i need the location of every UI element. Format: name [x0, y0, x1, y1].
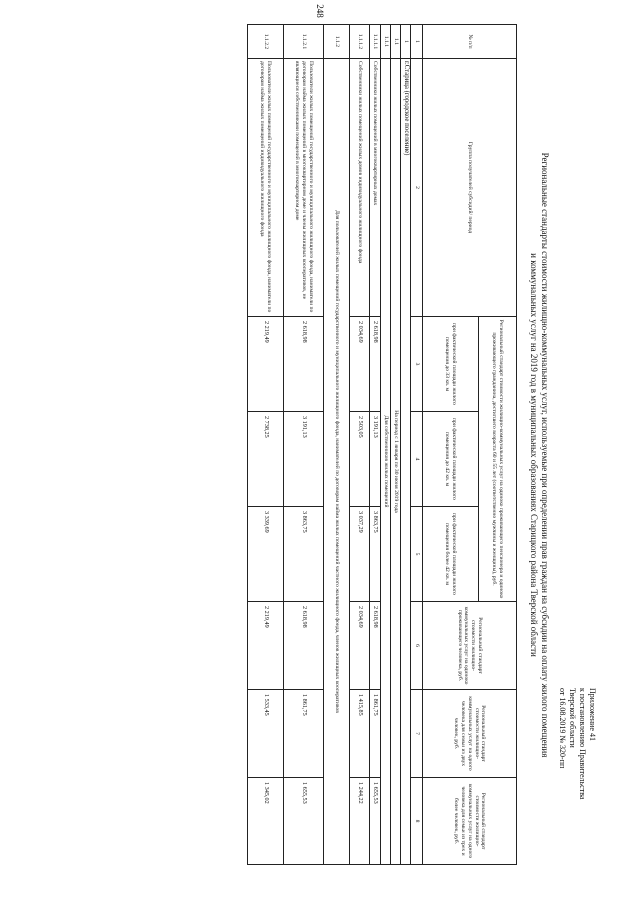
value-cell: 2 618,98: [370, 317, 381, 412]
value-cell: 2 618,98: [284, 602, 324, 690]
value-cell: 3 191,13: [284, 412, 324, 507]
row-code: 1: [401, 25, 411, 59]
value-cell: 2 738,25: [248, 412, 284, 507]
header-sub-over42: при фактической площади жилого помещения более 42 кв. м: [423, 507, 479, 602]
value-cell: 1 655,53: [284, 778, 324, 865]
row-code: 1.1.1.1: [370, 25, 381, 59]
row-text: Для собственников жилых помещений: [381, 59, 391, 865]
page-number: 248: [315, 4, 325, 18]
value-cell: 3 037,29: [350, 507, 370, 602]
value-cell: 2 219,49: [248, 602, 284, 690]
row-text: Собственники жилых помещений жилых домов индивидуального жилищного фонда: [350, 59, 370, 317]
table-row: [401, 25, 411, 865]
column-number: 7: [411, 690, 423, 778]
row-code: 1.1.2.1: [284, 25, 324, 59]
header-group: Группа получателей субсидий/ период: [423, 59, 517, 317]
value-cell: 1 655,53: [370, 778, 381, 865]
title-line: Региональные стандарты стоимости жилищно-коммунальных услуг, используемые при определении прав граждан на субсидии на оплату жилого помещения: [540, 152, 550, 758]
row-text: Собственники жилых помещений в многоквартирных домах: [370, 59, 381, 317]
value-cell: 1 861,75: [284, 690, 324, 778]
value-cell: 1 533,45: [248, 690, 284, 778]
value-cell: 3 863,75: [370, 507, 381, 602]
value-cell: 3 339,69: [248, 507, 284, 602]
row-code: 1.1: [391, 25, 401, 59]
value-cell: 1 861,75: [370, 690, 381, 778]
column-number: 5: [411, 507, 423, 602]
column-number: 3: [411, 317, 423, 412]
table-row: [370, 25, 381, 865]
value-cell: 3 191,13: [370, 412, 381, 507]
value-cell: 2 503,05: [350, 412, 370, 507]
value-cell: 2 219,49: [248, 317, 284, 412]
row-code: 1.1.2.2: [248, 25, 284, 59]
value-cell: 1 244,22: [350, 778, 370, 865]
appendix-line: от 16.08.2019 № 320-пп: [558, 688, 567, 769]
row-text: Пользователи жилых помещений государственного и муниципального жилищного фонда, наниматели по договорам найма жилых помещений в многоквартирном доме и члены жилищных кооперативов, не являющиеся собственниками помещений в многоквартирном доме: [284, 59, 324, 317]
appendix-line: Тверской области: [568, 688, 577, 748]
row-code: 1.1.2: [324, 25, 350, 59]
header-sub-33: при фактической площади жилого помещения до 33 кв. м: [423, 317, 479, 412]
header-standard-pensioners: Региональный стандарт стоимости жилищно-коммунальных услуг на одиноко проживающего пенсионера и одиноко проживающего гражданина, достигшего возраста 60 и 55 лет (соответственно мужчины и женщины), руб.: [479, 317, 517, 602]
value-cell: 1 345,02: [248, 778, 284, 865]
rotated-page: [165, 20, 635, 880]
column-number: 6: [411, 602, 423, 690]
value-cell: 3 863,75: [284, 507, 324, 602]
title-line: и коммунальных услуг на 2019 год в муниципальных образованиях Старицкого района Тверской области: [529, 253, 539, 657]
row-text: г.Старица (городское поселение): [401, 59, 411, 865]
column-number: 4: [411, 412, 423, 507]
column-number: 1: [411, 25, 423, 59]
value-cell: 2 618,98: [370, 602, 381, 690]
table-row: [350, 25, 370, 865]
appendix-line: Приложение 41: [588, 688, 597, 741]
header-standard-three: Региональный стандарт стоимости жилищно-коммунальных услуг на одного человека для семьи из трех и более человек, руб.: [423, 778, 517, 865]
row-text: Пользователи жилых помещений государственного и муниципального жилищного фонда, наниматели по договорам найма жилых помещений индивидуального жилищного фонда: [248, 59, 284, 317]
table-row: [248, 25, 284, 865]
value-cell: 2 034,69: [350, 317, 370, 412]
appendix-block: [557, 688, 597, 868]
header-standard-single: Региональный стандарт стоимости жилищно-коммунальных услуг на одиноко проживающего человека, руб.: [423, 602, 517, 690]
header-sub-42: при фактической площади жилого помещения до 42 кв. м: [423, 412, 479, 507]
row-code: 1.1.1: [381, 25, 391, 59]
header-no: № п/п: [423, 25, 517, 59]
table-row: [381, 25, 391, 865]
table-row: [391, 25, 401, 865]
table-row: [284, 25, 324, 865]
value-cell: 2 618,98: [284, 317, 324, 412]
column-number-row: [411, 25, 423, 865]
row-code: 1.1.1.2: [350, 25, 370, 59]
value-cell: 1 415,85: [350, 690, 370, 778]
row-text: На период с 1 января по 30 июня 2019 года: [391, 59, 401, 865]
appendix-line: к постановлению Правительства: [578, 688, 587, 800]
value-cell: 2 034,69: [350, 602, 370, 690]
standards-table: [247, 24, 517, 865]
header-standard-two: Региональный стандарт стоимости жилищно-коммунальных услуг на одного человека для семьи из двух человек, руб.: [423, 690, 517, 778]
column-number: 8: [411, 778, 423, 865]
document-title: [528, 40, 550, 870]
column-number: 2: [411, 59, 423, 317]
table-row: [324, 25, 350, 865]
row-text: Для пользователей жилых помещений государственного и муниципального жилищного фонда, нанимателей по договорам найма жилых помещений частного жилищного фонда, членов жилищных кооперативов: [324, 59, 350, 865]
